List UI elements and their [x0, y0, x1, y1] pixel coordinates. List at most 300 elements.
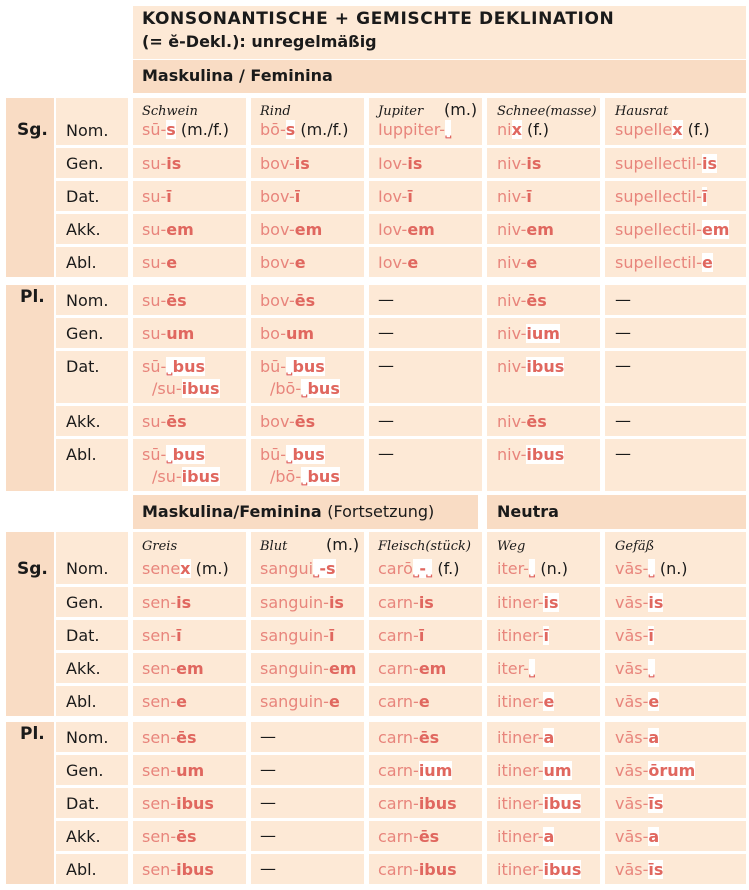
table1-number-sg: Sg.	[17, 120, 48, 140]
table1-pl-akk-form-1-stem: bov-	[260, 412, 295, 431]
table2-pl-abl-form-0-ending: ibus	[176, 860, 214, 879]
table1-pl-akk-form-0-stem: su-	[142, 412, 167, 431]
table2-sg-gen-form-2	[378, 593, 434, 612]
table1-pl-case-gen: Gen.	[66, 324, 104, 343]
table2-sg-gen-form-0-stem: sen-	[142, 593, 177, 612]
table1-sg-gen-form-1-ending: is	[294, 154, 310, 173]
table2-sg-akk-form-1-stem: sanguin-	[260, 659, 329, 678]
table1-pl-dat-form-1-a-ending: ˽bus	[286, 357, 325, 376]
table1-sg-dat-form-2-ending: ī	[407, 187, 413, 206]
table1-pl-nom-form-0-ending: ēs	[166, 291, 187, 310]
table2-sg-akk-form-0-ending: em	[176, 659, 204, 678]
table2-gloss-0: Greis	[142, 539, 178, 554]
table2-sg-gen-form-2-ending: is	[418, 593, 434, 612]
table1-sg-gen-form-4-ending: is	[701, 154, 717, 173]
section2-header-bold: Maskulina/Feminina	[142, 502, 322, 521]
table1-sg-dat-form-4-stem: supellectil-	[615, 187, 702, 206]
table2-number-sg: Sg.	[17, 559, 48, 579]
table1-sg-nom-form-1-ending: s	[285, 120, 296, 139]
table1-sg-akk-form-3-stem: niv-	[497, 220, 527, 239]
table1-sg-abl-form-2	[378, 253, 418, 272]
table1-pl-gen-form-1	[260, 324, 314, 343]
table2-pl-dat-form-4-ending: īs	[648, 794, 664, 813]
table2-sg-nom-form-3-stem: iter-	[497, 559, 529, 578]
table1-sg-gen-form-3-ending: is	[526, 154, 542, 173]
table2-sg-case-akk: Akk.	[66, 659, 101, 678]
table1-pl-akk-form-1-ending: ēs	[294, 412, 316, 431]
table1-pl-nom-form-3-stem: niv-	[497, 291, 527, 310]
table1-pl-gen-form-1-stem: bo-	[260, 324, 287, 343]
table2-sg-dat-form-4	[615, 626, 654, 645]
table1-pl-dat-form-3-a-ending: ibus	[526, 357, 565, 376]
table2-pl-gen-form-2-ending: ium	[418, 761, 453, 780]
table2-sg-nom-gender-4: (n.)	[654, 559, 688, 578]
table1-pl-abl-form-3-a-stem: niv-	[497, 445, 527, 464]
table1-pl-abl-form-0-a-stem: sū-	[142, 445, 167, 464]
table2-sg-gen-form-2-stem: carn-	[378, 593, 419, 612]
table1-pl-abl-form-0-b-stem: /su-	[152, 467, 182, 486]
table1-sg-abl-form-1-ending: e	[294, 253, 306, 272]
table2-sg-akk-form-1-ending: em	[328, 659, 357, 678]
table2-pl-gen-form-0-ending: um	[176, 761, 205, 780]
table1-sg-case-gen: Gen.	[66, 154, 104, 173]
table1-pl-gen-form-0-ending: um	[166, 324, 195, 343]
table1-sg-akk-form-1	[260, 220, 322, 239]
table2-pl-nom-form-4-stem: vās-	[615, 728, 649, 747]
table1-pl-gen-form-4-dash: —	[615, 323, 631, 342]
table1-pl-akk-form-3-ending: ēs	[526, 412, 547, 431]
table2-pl-gen-form-0-stem: sen-	[142, 761, 177, 780]
table2-sg-dat-form-0-ending: ī	[176, 626, 182, 645]
table1-sg-abl-form-0-ending: e	[166, 253, 178, 272]
table2-pl-nom-form-1-dash: —	[260, 727, 276, 746]
table2-sg-nom-form-3	[497, 559, 568, 578]
table2-pl-case-dat: Dat.	[66, 794, 100, 813]
table2-sg-nom-form-4	[615, 559, 688, 578]
table1-sg-dat-form-1-ending: ī	[294, 187, 301, 206]
table2-sg-abl-form-1	[260, 692, 340, 711]
table2-pl-gen-form-2-stem: carn-	[378, 761, 419, 780]
table1-pl-akk-form-4-dash: —	[615, 411, 631, 430]
table1-sg-dat-form-2	[378, 187, 413, 206]
table2-pl-nom-form-3-ending: a	[543, 728, 555, 747]
table1-sg-akk-form-1-ending: em	[294, 220, 323, 239]
table1-sg-nom-form-2	[378, 120, 451, 139]
table1-gloss-3: Schnee(masse)	[497, 104, 597, 119]
table1-sg-gen-form-2-stem: Iov-	[378, 154, 408, 173]
table1-sg-abl-form-2-ending: e	[407, 253, 419, 272]
table1-sg-nom-form-2-stem: Iuppiter-	[378, 120, 446, 139]
table2-sg-nom-form-4-ending: ˽	[648, 559, 655, 578]
table1-sg-dat-form-3-stem: niv-	[497, 187, 527, 206]
table2-sg-gen-form-1-stem: sanguin-	[260, 593, 329, 612]
table1-pl-akk-form-2-dash: —	[378, 411, 394, 430]
table2-pl-nom-form-0	[142, 728, 196, 747]
table2-gloss-4: Gefäß	[615, 539, 655, 554]
table2-sg-nom-gender-3: (n.)	[535, 559, 569, 578]
table2-pl-akk-form-2-ending: ēs	[418, 827, 440, 846]
table2-pl-dat-form-4	[615, 794, 663, 813]
table1-pl-case-nom: Nom.	[66, 291, 109, 310]
table2-pl-akk-form-0-stem: sen-	[142, 827, 177, 846]
table1-sg-abl-form-4-ending: e	[701, 253, 713, 272]
table1-pl-abl-form-1-b	[270, 467, 340, 486]
table1-pl-gen-form-0	[142, 324, 194, 343]
table2-sg-dat-form-2	[378, 626, 424, 645]
table2-sg-dat-form-1	[260, 626, 334, 645]
table1-pl-dat-form-1-a-stem: bū-	[260, 357, 287, 376]
table1-sg-case-akk: Akk.	[66, 220, 101, 239]
table1-sg-abl-form-1	[260, 253, 306, 272]
table1-sg-akk-form-0-stem: su-	[142, 220, 167, 239]
table2-pl-nom-form-4	[615, 728, 659, 747]
table1-pl-nom-form-1-stem: bov-	[260, 291, 295, 310]
table1-sg-nom-form-2-ending: ˽	[445, 120, 452, 139]
table1-sg-abl-form-3-stem: niv-	[497, 253, 527, 272]
table2-pl-number-block	[6, 722, 54, 884]
table1-sg-nom-form-4-ending: x	[672, 120, 683, 139]
table2-pl-gen-form-0	[142, 761, 204, 780]
table1-sg-abl-form-2-stem: Iov-	[378, 253, 408, 272]
table2-sg-akk-form-4	[615, 659, 655, 678]
table2-pl-dat-form-0-stem: sen-	[142, 794, 177, 813]
table2-sg-nom-gender-2: (f.)	[432, 559, 460, 578]
table1-sg-dat-form-2-stem: Iov-	[378, 187, 408, 206]
table2-pl-akk-form-0-ending: ēs	[176, 827, 197, 846]
table2-number-pl: Pl.	[20, 724, 45, 744]
table2-sg-akk-form-2-stem: carn-	[378, 659, 419, 678]
table2-pl-dat-form-3-ending: ibus	[543, 794, 582, 813]
table2-pl-gen-form-3-ending: um	[543, 761, 572, 780]
table1-sg-abl-form-0	[142, 253, 177, 272]
table2-sg-dat-form-0	[142, 626, 182, 645]
table2-pl-abl-form-2-ending: ibus	[418, 860, 457, 879]
table1-pl-dat-form-0-a-ending: ˽bus	[166, 357, 205, 376]
table2-sg-nom-gender-0: (m.)	[190, 559, 229, 578]
table2-pl-case-gen: Gen.	[66, 761, 104, 780]
table1-sg-akk-form-1-stem: bov-	[260, 220, 295, 239]
table1-pl-gen-form-3-stem: niv-	[497, 324, 527, 343]
table2-pl-case-abl: Abl.	[66, 860, 97, 879]
table2-sg-abl-form-3	[497, 692, 554, 711]
table1-sg-gen-form-2-ending: is	[407, 154, 423, 173]
table1-sg-nom-form-3-ending: x	[511, 120, 522, 139]
table2-pl-akk-form-2-stem: carn-	[378, 827, 419, 846]
table2-sg-akk-form-0-stem: sen-	[142, 659, 177, 678]
table1-pl-dat-form-0-b-stem: /su-	[152, 379, 182, 398]
table2-pl-akk-form-3-stem: itiner-	[497, 827, 544, 846]
table1-pl-nom-form-0	[142, 291, 187, 310]
table2-pl-akk-form-2	[378, 827, 439, 846]
table1-pl-abl-form-0-b	[152, 467, 220, 486]
table1-pl-akk-form-0-ending: ēs	[166, 412, 187, 431]
table1-sg-dat-form-0-stem: su-	[142, 187, 167, 206]
table2-sg-dat-form-1-ending: ī	[328, 626, 335, 645]
table1-sg-nom-form-4-stem: supelle	[615, 120, 673, 139]
table2-pl-akk-form-1-dash: —	[260, 826, 276, 845]
table1-pl-dat-form-3-a	[497, 357, 564, 376]
table1-sg-akk-form-3	[497, 220, 554, 239]
table1-pl-dat-form-0-a-stem: sū-	[142, 357, 167, 376]
table1-sg-nom-form-0	[142, 120, 229, 139]
table1-pl-abl-form-1-b-stem: /bō-	[270, 467, 302, 486]
table2-gloss-2: Fleisch(stück)	[378, 539, 471, 554]
table2-pl-abl-form-2-stem: carn-	[378, 860, 419, 879]
table2-pl-gen-form-4	[615, 761, 695, 780]
table1-pl-nom-form-2-dash: —	[378, 290, 394, 309]
table1-pl-case-abl: Abl.	[66, 445, 97, 464]
table2-sg-abl-form-3-stem: itiner-	[497, 692, 544, 711]
table1-sg-dat-form-1	[260, 187, 300, 206]
table1-sg-gen-form-0-stem: su-	[142, 154, 167, 173]
table2-pl-dat-form-3	[497, 794, 581, 813]
table1-sg-gen-form-0	[142, 154, 181, 173]
table2-pl-nom-form-3-stem: itiner-	[497, 728, 544, 747]
table2-pl-dat-form-3-stem: itiner-	[497, 794, 544, 813]
table2-pl-dat-form-4-stem: vās-	[615, 794, 649, 813]
table2-pl-dat-form-2-stem: carn-	[378, 794, 419, 813]
table2-pl-dat-form-2	[378, 794, 457, 813]
table1-gloss-gender-2: (m.)	[444, 100, 478, 119]
table1-sg-nom-form-1	[260, 120, 348, 139]
table2-sg-gen-form-3-ending: is	[543, 593, 559, 612]
table2-sg-case-gen: Gen.	[66, 593, 104, 612]
table1-pl-gen-form-2-dash: —	[378, 323, 394, 342]
table2-sg-abl-form-1-ending: e	[328, 692, 340, 711]
table2-pl-abl-form-3-stem: itiner-	[497, 860, 544, 879]
table1-pl-nom-form-4-dash: —	[615, 290, 631, 309]
table2-sg-dat-form-4-stem: vās-	[615, 626, 649, 645]
title-line-1: KONSONANTISCHE + GEMISCHTE DEKLINATION	[142, 9, 615, 29]
table2-sg-nom-form-0-ending: x	[180, 559, 191, 578]
table2-sg-gen-form-1-ending: is	[328, 593, 344, 612]
table2-pl-nom-form-3	[497, 728, 554, 747]
table2-gloss-1: Blut	[260, 539, 288, 554]
table1-sg-nom-gender-3: (f.)	[521, 120, 550, 139]
table1-sg-dat-form-0	[142, 187, 172, 206]
table2-pl-dat-form-0	[142, 794, 214, 813]
table2-pl-akk-form-3	[497, 827, 554, 846]
table2-sg-abl-form-4-stem: vās-	[615, 692, 649, 711]
table1-pl-dat-form-0-a	[142, 357, 205, 376]
table1-pl-akk-form-3	[497, 412, 547, 431]
table1-sg-case-dat: Dat.	[66, 187, 100, 206]
table2-sg-abl-form-4	[615, 692, 659, 711]
table2-sg-akk-form-3-ending: ˽	[528, 659, 536, 678]
table1-sg-dat-form-1-stem: bov-	[260, 187, 295, 206]
table1-pl-number-block	[6, 285, 54, 491]
table2-pl-dat-form-1-dash: —	[260, 793, 276, 812]
table1-pl-abl-form-4-dash: —	[615, 444, 631, 463]
table2-sg-nom-form-0	[142, 559, 229, 578]
table1-pl-abl-form-2-dash: —	[378, 444, 394, 463]
table1-sg-dat-form-4	[615, 187, 707, 206]
table2-pl-case-nom: Nom.	[66, 728, 109, 747]
table2-pl-abl-form-1-dash: —	[260, 859, 276, 878]
table2-sg-nom-form-1-stem: sangui	[260, 559, 314, 578]
table2-sg-gen-form-1	[260, 593, 344, 612]
table2-pl-abl-form-0	[142, 860, 214, 879]
table2-sg-akk-form-1	[260, 659, 356, 678]
table2-pl-nom-form-0-stem: sen-	[142, 728, 177, 747]
table1-pl-nom-form-0-stem: su-	[142, 291, 167, 310]
table1-pl-dat-form-0-b-ending: ibus	[181, 379, 220, 398]
table2-pl-akk-form-0	[142, 827, 196, 846]
table2-sg-akk-form-4-ending: ˽	[648, 659, 655, 678]
table1-pl-nom-form-3-ending: ēs	[526, 291, 547, 310]
table2-pl-gen-form-3	[497, 761, 572, 780]
table1-sg-akk-form-4	[615, 220, 729, 239]
table1-pl-abl-form-1-a-stem: bū-	[260, 445, 287, 464]
table1-pl-nom-form-1-ending: ēs	[294, 291, 316, 310]
table1-pl-gen-form-0-stem: su-	[142, 324, 167, 343]
table2-pl-nom-form-2-ending: ēs	[418, 728, 440, 747]
table2-sg-case-dat: Dat.	[66, 626, 100, 645]
table2-sg-akk-form-3-stem: iter-	[497, 659, 529, 678]
table1-sg-nom-form-0-stem: sū-	[142, 120, 167, 139]
table1-sg-gen-form-1-stem: bov-	[260, 154, 295, 173]
table2-sg-abl-form-3-ending: e	[543, 692, 555, 711]
table1-pl-gen-form-3-ending: ium	[526, 324, 560, 343]
section1-header: Maskulina / Feminina	[142, 66, 333, 85]
table1-sg-dat-form-3-ending: ī	[526, 187, 532, 206]
table1-pl-abl-form-0-a	[142, 445, 205, 464]
table2-pl-abl-form-4-stem: vās-	[615, 860, 649, 879]
table1-pl-nom-form-1	[260, 291, 315, 310]
table1-sg-akk-form-2-stem: Iov-	[378, 220, 408, 239]
table2-sg-akk-form-4-stem: vās-	[615, 659, 649, 678]
table1-gloss-1: Rind	[260, 104, 291, 119]
table1-gloss-0: Schwein	[142, 104, 198, 119]
table2-sg-dat-form-2-ending: ī	[418, 626, 425, 645]
table1-sg-gen-form-2	[378, 154, 422, 173]
table1-pl-akk-form-3-stem: niv-	[497, 412, 527, 431]
table1-number-pl: Pl.	[20, 287, 45, 307]
table2-sg-nom-form-2-stem: carō	[378, 559, 413, 578]
table2-sg-dat-form-3-ending: ī	[543, 626, 549, 645]
table1-pl-abl-form-0-b-ending: ibus	[181, 467, 220, 486]
table1-pl-gen-form-1-ending: um	[286, 324, 315, 343]
table2-pl-akk-form-4-stem: vās-	[615, 827, 649, 846]
table1-sg-akk-form-0	[142, 220, 194, 239]
table2-pl-akk-form-4	[615, 827, 659, 846]
table2-sg-case-abl: Abl.	[66, 692, 97, 711]
table1-pl-abl-form-1-a	[260, 445, 325, 464]
table2-pl-abl-form-0-stem: sen-	[142, 860, 177, 879]
table1-pl-dat-form-0-b	[152, 379, 220, 398]
table2-pl-gen-form-2	[378, 761, 452, 780]
table2-sg-abl-form-4-ending: e	[648, 692, 660, 711]
table2-sg-gen-form-4	[615, 593, 663, 612]
table1-sg-nom-form-1-stem: bō-	[260, 120, 286, 139]
table2-pl-abl-form-4	[615, 860, 663, 879]
table2-sg-gen-form-0	[142, 593, 191, 612]
table2-sg-nom-form-1-ending: ˽-s	[313, 559, 336, 578]
table2-sg-case-nom: Nom.	[66, 559, 109, 578]
table1-sg-akk-form-2-ending: em	[407, 220, 435, 239]
table2-pl-akk-form-3-ending: a	[543, 827, 555, 846]
table1-sg-abl-form-3-ending: e	[526, 253, 538, 272]
table1-sg-nom-gender-4: (f.)	[682, 120, 710, 139]
table2-sg-nom-form-2-ending: ˽-˽	[412, 559, 433, 578]
table1-sg-akk-form-4-ending: em	[701, 220, 730, 239]
table1-sg-gen-form-4-stem: supellectil-	[615, 154, 702, 173]
table2-pl-abl-form-2	[378, 860, 457, 879]
table1-gloss-2: Jupiter	[378, 104, 424, 119]
table1-sg-abl-form-4	[615, 253, 713, 272]
table2-pl-nom-form-0-ending: ēs	[176, 728, 197, 747]
table1-pl-dat-form-1-b-ending: ˽bus	[301, 379, 340, 398]
table2-sg-dat-form-2-stem: carn-	[378, 626, 419, 645]
table1-sg-abl-form-3	[497, 253, 537, 272]
table2-pl-nom-form-2-stem: carn-	[378, 728, 419, 747]
table2-sg-dat-form-3-stem: itiner-	[497, 626, 544, 645]
table1-pl-abl-form-0-a-ending: ˽bus	[166, 445, 205, 464]
table2-sg-akk-form-2	[378, 659, 446, 678]
table1-pl-dat-form-1-b	[270, 379, 340, 398]
table1-gloss-4: Hausrat	[615, 104, 669, 119]
table1-pl-dat-form-1-a	[260, 357, 325, 376]
section3-header: Neutra	[497, 502, 559, 521]
table2-pl-nom-form-2	[378, 728, 439, 747]
table2-pl-akk-form-4-ending: a	[648, 827, 660, 846]
table1-pl-akk-form-1	[260, 412, 315, 431]
table2-sg-abl-form-0	[142, 692, 187, 711]
table2-sg-abl-form-0-stem: sen-	[142, 692, 177, 711]
table2-sg-akk-form-3	[497, 659, 535, 678]
table2-sg-gen-form-0-ending: is	[176, 593, 192, 612]
table2-pl-abl-form-4-ending: īs	[648, 860, 664, 879]
table2-sg-nom-form-4-stem: vās-	[615, 559, 649, 578]
table2-pl-gen-form-4-stem: vās-	[615, 761, 649, 780]
section2-header	[142, 502, 434, 521]
table2-pl-gen-form-3-stem: itiner-	[497, 761, 544, 780]
table2-gloss-gender-1: (m.)	[326, 535, 360, 554]
table2-pl-gen-form-1-dash: —	[260, 760, 276, 779]
table2-sg-nom-form-2	[378, 559, 459, 578]
table1-sg-case-abl: Abl.	[66, 253, 97, 272]
table2-sg-nom-form-1	[260, 559, 336, 578]
table2-sg-nom-form-0-stem: sene	[142, 559, 181, 578]
table2-pl-dat-form-2-ending: ibus	[418, 794, 457, 813]
table1-sg-gen-form-0-ending: is	[166, 154, 182, 173]
table1-sg-abl-form-4-stem: supellectil-	[615, 253, 702, 272]
title-line-2: (= ĕ-Dekl.): unregelmäßig	[142, 32, 377, 51]
table1-pl-dat-form-4-dash: —	[615, 356, 631, 375]
table1-sg-dat-form-4-ending: ī	[701, 187, 708, 206]
table1-sg-nom-gender-0: (m./f.)	[175, 120, 229, 139]
table1-sg-gen-form-3-stem: niv-	[497, 154, 527, 173]
table2-sg-dat-form-1-stem: sanguin-	[260, 626, 329, 645]
table1-pl-abl-form-3-a	[497, 445, 564, 464]
table1-pl-nom-form-3	[497, 291, 547, 310]
table1-sg-abl-form-1-stem: bov-	[260, 253, 295, 272]
table2-sg-abl-form-2-ending: e	[418, 692, 430, 711]
table1-pl-gen-form-3	[497, 324, 560, 343]
table1-sg-gen-form-4	[615, 154, 717, 173]
table1-pl-dat-form-1-b-stem: /bō-	[270, 379, 302, 398]
table2-sg-abl-form-2	[378, 692, 430, 711]
table2-pl-case-akk: Akk.	[66, 827, 101, 846]
table1-sg-gen-form-3	[497, 154, 541, 173]
table1-sg-nom-form-0-ending: s	[166, 120, 176, 139]
table2-pl-abl-form-3	[497, 860, 581, 879]
table1-pl-abl-form-1-b-ending: ˽bus	[301, 467, 340, 486]
table2-sg-dat-form-4-ending: ī	[648, 626, 654, 645]
table2-pl-abl-form-3-ending: ibus	[543, 860, 582, 879]
table1-pl-abl-form-1-a-ending: ˽bus	[286, 445, 325, 464]
table2-sg-gen-form-3-stem: itiner-	[497, 593, 544, 612]
